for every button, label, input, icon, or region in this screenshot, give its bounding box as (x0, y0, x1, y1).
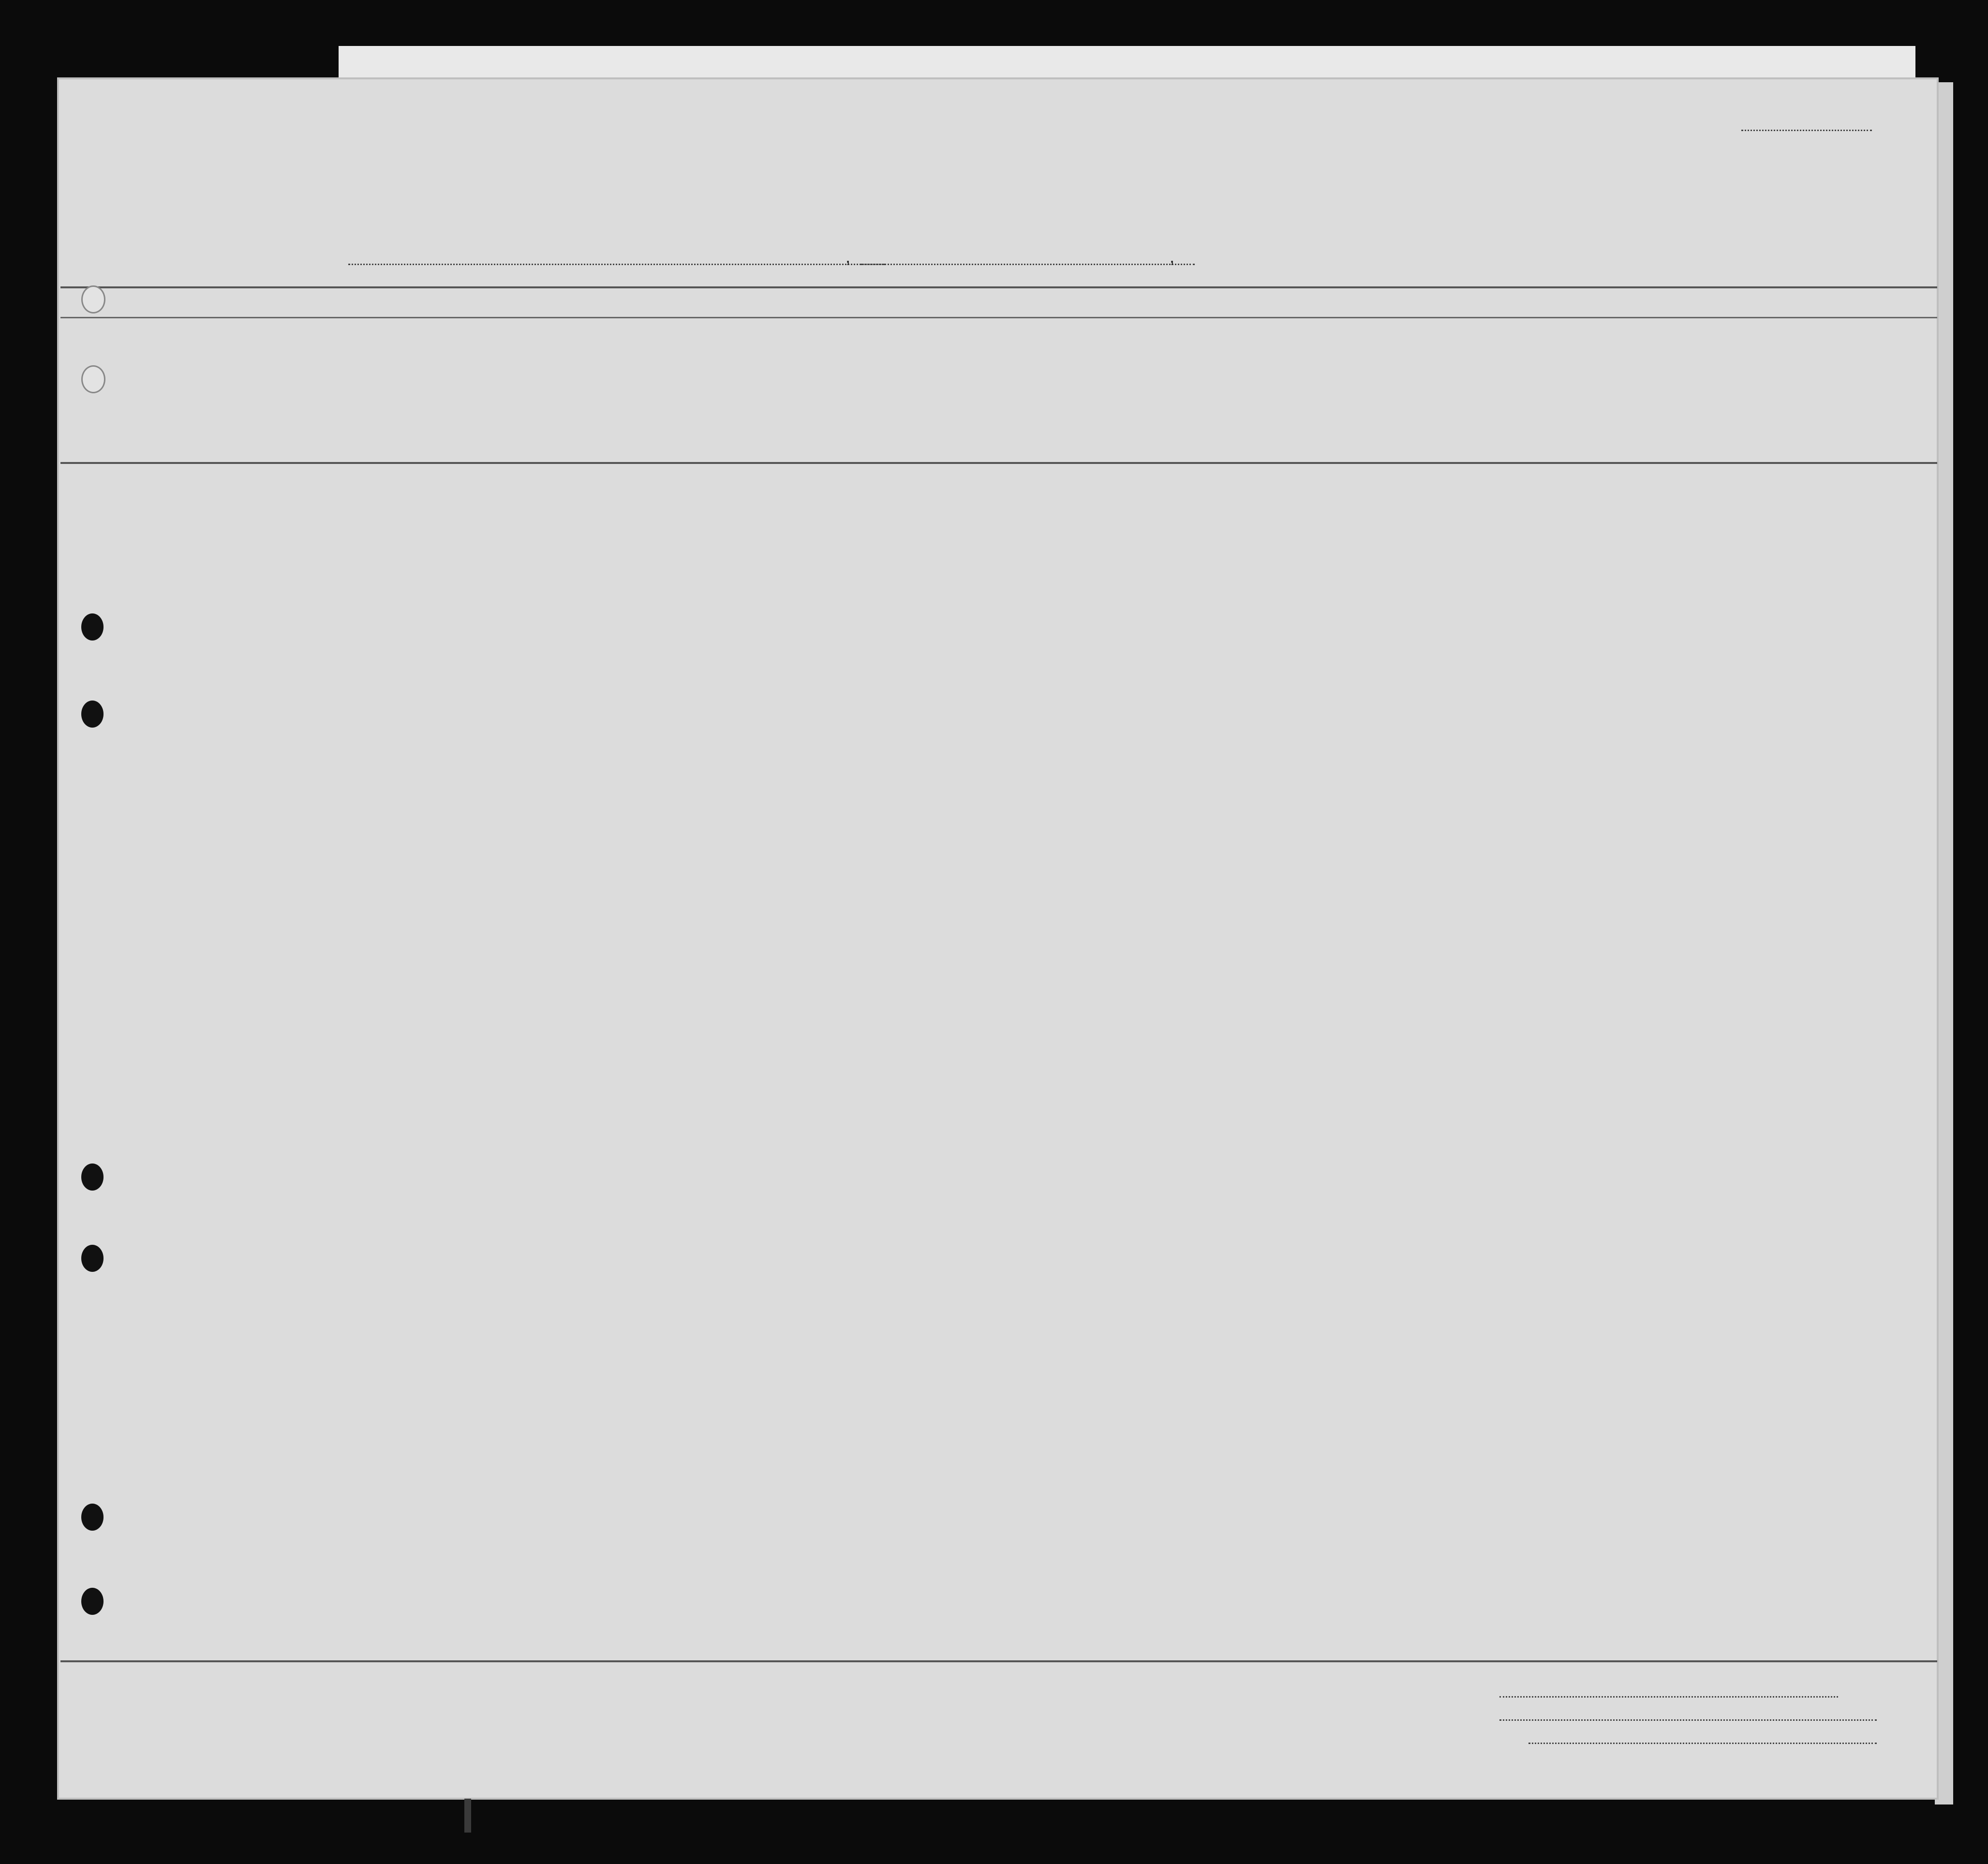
binder-hole-icon (81, 285, 105, 313)
manifest-sheet (57, 77, 1939, 1800)
hdr-purpose-c (1224, 357, 1249, 454)
date-field (861, 244, 1195, 265)
header-bottom-border (60, 462, 1937, 464)
binder-hole-icon (81, 701, 104, 728)
line-value (1499, 1679, 1838, 1698)
port-field (348, 244, 885, 265)
hdr-possession (700, 323, 729, 454)
hdr-excluded (1441, 324, 1461, 455)
agents-value (1528, 1725, 1877, 1744)
hdr-prison (1258, 324, 1291, 455)
binder-hole-icon (81, 365, 105, 393)
hdr-purpose-b (1187, 357, 1213, 454)
table-bottom-border (60, 1660, 1937, 1662)
hdr-overthrow (1352, 324, 1398, 455)
binder-hole-icon (81, 1163, 104, 1191)
binder-hole-icon (81, 1504, 104, 1531)
hdr-arrested (1466, 324, 1485, 455)
comma: , (846, 247, 851, 267)
hdr-offer (1403, 324, 1437, 455)
binder-hole-icon (81, 1245, 104, 1272)
owners-value (1499, 1702, 1877, 1721)
binder-hole-icon (81, 1588, 104, 1615)
binder-hole-icon (81, 613, 104, 641)
hdr-purpose-a (1154, 357, 1179, 454)
list-number (1741, 107, 1872, 131)
binding-tab (464, 1799, 471, 1833)
column-number-border (60, 317, 1937, 318)
table-top-border (60, 286, 1937, 288)
comma2: , (1170, 247, 1175, 267)
